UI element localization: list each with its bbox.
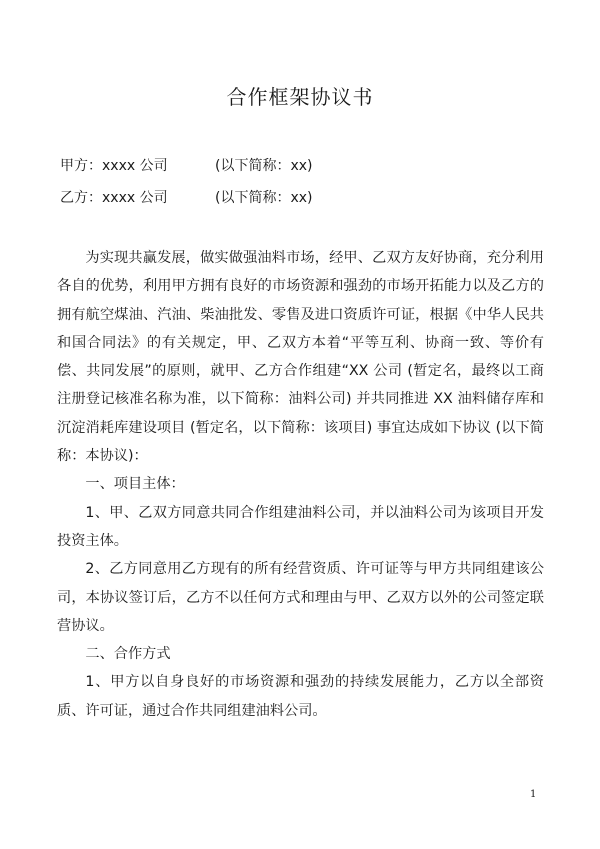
clause-paragraph: 2、乙方同意用乙方现有的所有经营资质、许可证等与甲方共同组建该公司，本协议签订后，乙方不以任何方式和理由与甲、乙双方以外的公司签定联营协议。 bbox=[57, 561, 544, 634]
document-title: 合作框架协议书 bbox=[226, 85, 374, 109]
party-a-name: 甲方：xxxx 公司 bbox=[60, 158, 168, 174]
preamble-paragraph: 为实现共赢发展，做实做强油料市场，经甲、乙双方友好协商，充分利用各自的优势，利用甲方拥有良好的市场资源和强劲的市场开拓能力以及乙方的拥有航空煤油、汽油、柴油批发、零售及进口资质许可证，根据《中华人民共和国合同法》的有关规定，甲、乙双方本着“平等互利、协商一致、等价有偿、共同发展”的原则，就甲、乙方合作组建“XX 公司 (暂定名，最终以工商注册登记核准名称为准，以下简称：油料公司) 并共同推进 XX 油料储存库和沉淀消耗库建设项目 (暂定名，以下简称：该项目) 事宜达成如下协议 (以下简称：本协议)： bbox=[57, 250, 544, 465]
clause-paragraph: 1、甲方以自身良好的市场资源和强劲的持续发展能力，乙方以全部资质、许可证，通过合作共同组建油料公司。 bbox=[57, 674, 544, 719]
party-b-abbreviation: (以下简称：xx) bbox=[215, 190, 313, 206]
agreement-body bbox=[57, 244, 544, 725]
clause-paragraph: 1、甲、乙双方同意共同合作组建油料公司，并以油料公司为该项目开发投资主体。 bbox=[57, 504, 544, 549]
section-heading-project-entity: 一、项目主体： bbox=[85, 476, 185, 493]
party-b-line bbox=[60, 188, 560, 208]
party-b-name: 乙方：xxxx 公司 bbox=[60, 190, 168, 206]
party-a-abbreviation: (以下简称：xx) bbox=[215, 158, 313, 174]
party-a-line bbox=[60, 156, 560, 176]
section-heading-cooperation-method: 二、合作方式 bbox=[85, 646, 171, 663]
page-number: 1 bbox=[530, 789, 537, 800]
